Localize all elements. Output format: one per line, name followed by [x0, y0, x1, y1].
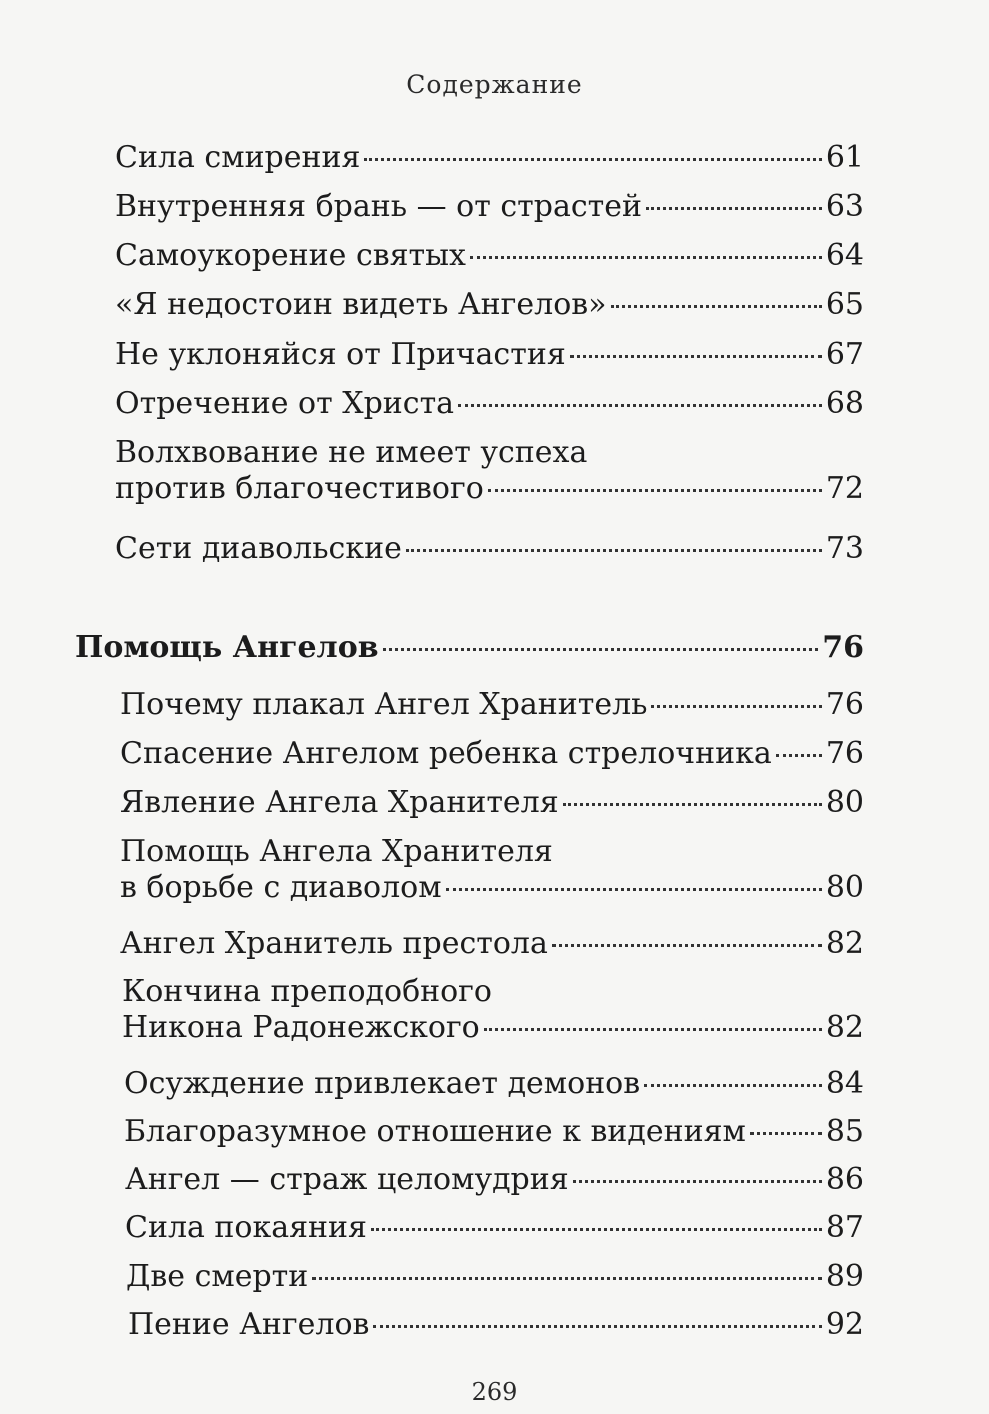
toc-entry-title: Сила смирения — [115, 140, 361, 175]
toc-entry-title: Ангел — страж целомудрия — [125, 1162, 569, 1197]
toc-section-page: 76 — [822, 630, 864, 665]
toc-entry-title-continued: против благочестивого — [115, 471, 484, 506]
toc-entry — [120, 834, 864, 906]
toc-entry-page: 67 — [825, 337, 864, 372]
toc-entry — [128, 1307, 864, 1343]
toc-entry-title: Почему плакал Ангел Хранитель — [120, 687, 648, 722]
toc-entry-title: Внутренняя брань — от страстей — [115, 189, 643, 224]
toc-entry-title: Осуждение привлекает демонов — [124, 1066, 641, 1101]
toc-entry-page: 86 — [825, 1162, 864, 1197]
toc-entry-page: 80 — [825, 785, 864, 820]
dot-leader — [776, 754, 822, 757]
toc-entry-page: 72 — [825, 471, 864, 506]
toc-entry-title: Самоукорение святых — [115, 238, 466, 273]
toc-entry-page: 76 — [825, 687, 864, 722]
toc-entry-title: Отречение от Христа — [115, 386, 455, 421]
toc-entry-title: Сети диавольские — [115, 531, 402, 566]
toc-entry — [115, 287, 864, 323]
toc-entry — [115, 386, 864, 422]
toc-entry-title: Сила покаяния — [125, 1210, 367, 1245]
dot-leader — [644, 1084, 822, 1087]
toc-entry-title: Явление Ангела Хранителя — [120, 785, 559, 820]
toc-entry-page: 65 — [825, 287, 864, 322]
toc-entry — [126, 1259, 864, 1295]
toc-entry — [120, 687, 864, 723]
toc-entry — [120, 785, 864, 821]
toc-entry — [124, 1114, 864, 1150]
dot-leader — [458, 404, 822, 407]
page-number: 269 — [471, 1378, 518, 1406]
dot-leader — [611, 305, 822, 308]
dot-leader — [573, 1180, 822, 1183]
toc-entry-page: 80 — [825, 870, 864, 905]
toc-entry-page: 89 — [825, 1259, 864, 1294]
dot-leader — [383, 648, 819, 651]
dot-leader — [470, 256, 822, 259]
dot-leader — [488, 489, 822, 492]
toc-entry-page: 87 — [825, 1210, 864, 1245]
toc-entry — [120, 736, 864, 772]
dot-leader — [563, 803, 822, 806]
toc-entry-title: Пение Ангелов — [128, 1307, 370, 1342]
toc-entry — [115, 337, 864, 373]
toc-entry-page: 82 — [825, 926, 864, 961]
toc-entry — [115, 531, 864, 567]
toc-entry-page: 61 — [825, 140, 864, 175]
dot-leader — [484, 1028, 822, 1031]
toc-entry — [125, 1162, 864, 1198]
dot-leader — [750, 1132, 822, 1135]
dot-leader — [312, 1277, 822, 1280]
toc-entry-title: Спасение Ангелом ребенка стрелочника — [120, 736, 772, 771]
page-header: Содержание — [406, 70, 583, 99]
dot-leader — [406, 549, 822, 552]
toc-entry — [122, 974, 864, 1046]
dot-leader — [373, 1325, 821, 1328]
toc-entry-page: 63 — [825, 189, 864, 224]
dot-leader — [552, 944, 822, 947]
toc-entry-page: 92 — [825, 1307, 864, 1342]
toc-entry-title: Ангел Хранитель престола — [120, 926, 548, 961]
toc-entry-title-continued: в борьбе с диаволом — [120, 870, 442, 905]
toc-entry-page: 73 — [825, 531, 864, 566]
toc-entry-title-continued: Никона Радонежского — [122, 1010, 480, 1045]
dot-leader — [371, 1228, 822, 1231]
dot-leader — [570, 355, 822, 358]
toc-entry-title: «Я недостоин видеть Ангелов» — [115, 287, 607, 322]
toc-entry — [115, 435, 864, 507]
toc-entry — [120, 926, 864, 962]
toc-entry — [115, 238, 864, 274]
toc-section — [75, 630, 864, 666]
toc-entry-title: Кончина преподобного — [122, 974, 492, 1009]
toc-entry-page: 68 — [825, 386, 864, 421]
toc-entry-title: Не уклоняйся от Причастия — [115, 337, 566, 372]
toc-entry-title: Помощь Ангела Хранителя — [120, 834, 553, 869]
toc-entry-page: 64 — [825, 238, 864, 273]
toc-entry-page: 85 — [825, 1114, 864, 1149]
toc-entry-page: 82 — [825, 1010, 864, 1045]
dot-leader — [651, 705, 821, 708]
toc-entry-title: Две смерти — [126, 1259, 309, 1294]
toc-section-title: Помощь Ангелов — [75, 630, 379, 665]
toc-entry-title: Волхвование не имеет успеха — [115, 435, 588, 470]
toc-entry — [115, 189, 864, 225]
toc-entry — [124, 1066, 864, 1102]
dot-leader — [646, 207, 822, 210]
toc-entry-title: Благоразумное отношение к видениям — [124, 1114, 746, 1149]
toc-entry-page: 76 — [825, 736, 864, 771]
toc-entry — [115, 140, 864, 176]
dot-leader — [446, 888, 822, 891]
toc-entry-page: 84 — [825, 1066, 864, 1101]
dot-leader — [364, 158, 821, 161]
toc-entry — [125, 1210, 864, 1246]
